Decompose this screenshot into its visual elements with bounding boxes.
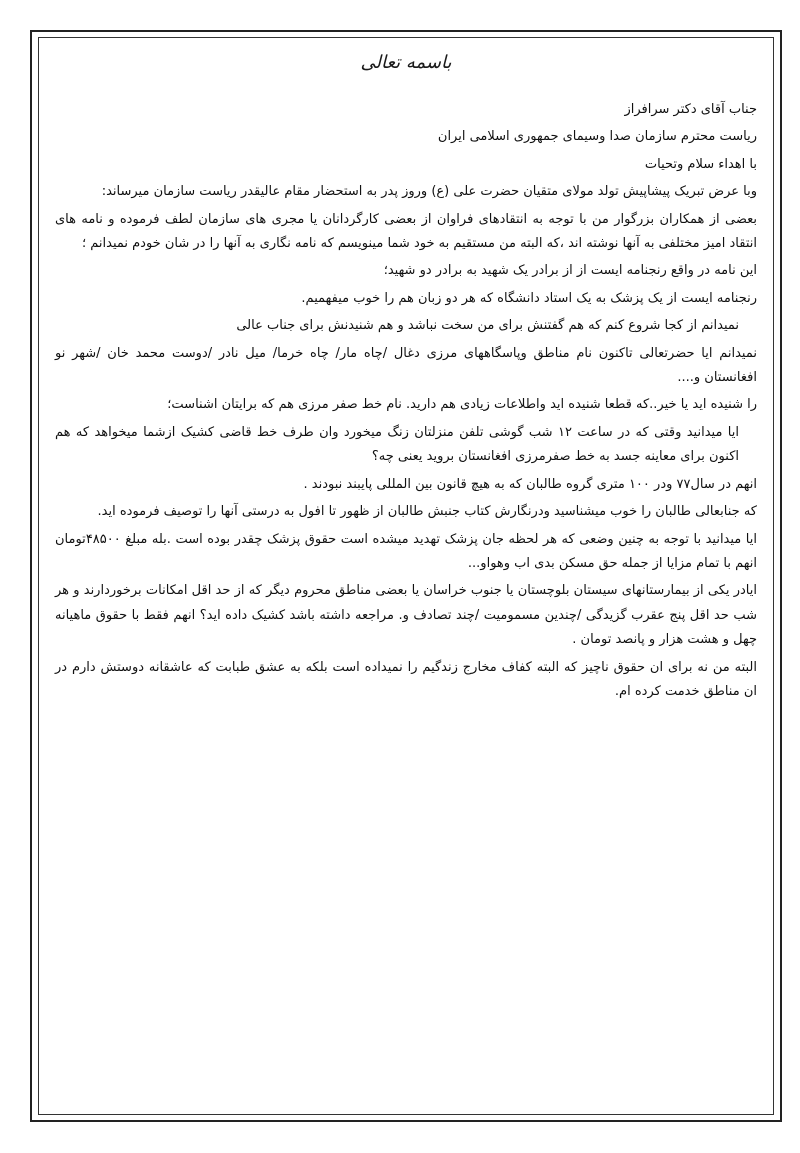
salutation: جناب آقای دکتر سرافراز — [624, 102, 757, 117]
paragraph: نمیدانم ایا حضرتعالی تاکنون نام مناطق وپاسگاههای مرزی دغال /چاه مار/ چاه خرما/ میل نادر /دوست محمد خان /شهر نو افغانستان و.... — [55, 345, 757, 386]
inner-border — [38, 37, 774, 1115]
paragraph: وبا عرض تبریک پیشاپیش تولد مولای متقیان حضرت علی (ع) وروز پدر به استحضار مقام عالیقدر ریاست سازمان میرساند: — [101, 184, 757, 200]
paragraph: ایادر یکی از بیمارستانهای سیستان بلوچستان یا جنوب خراسان یا بعضی مناطق محروم دیگر که از حد اقل امکانات برخوردارند و هر شب حد اقل پنج عقرب گزیدگی /چندین مسمومیت /چند تصادف و. مراجعه داشته باشد کشیک داده اید؟ انهم فقط با حقوق ماهیانه چهل و هشت هزار و پانصد تومان . — [55, 583, 757, 648]
paragraph: البته من نه برای ان حقوق ناچیز که البته کفاف مخارج زندگیم را نمیداده است بلکه به عشق طبابت که عاشقانه دوستش دارم در ان مناطق خدمت کرده ام. — [55, 659, 757, 699]
paragraph: که جنابعالی طالبان را خوب میشناسید ودرنگارش کتاب جنبش طالبان از ظهور تا افول به درستی آنها را توصیف فرموده اید. — [97, 504, 757, 520]
paragraph: نمیدانم از کجا شروع کنم که هم گفتنش برای من سخت نباشد و هم شنیدنش برای جناب عالی — [236, 318, 739, 334]
greeting: با اهداء سلام وتحیات — [644, 156, 757, 172]
letter-heading: باسمه تعالی — [360, 52, 452, 73]
paragraph: را شنیده اید یا خیر..که قطعا شنیده اید واطلاعات زیادی هم دارید. نام خط صفر مرزی هم که برایتان اشناست؛ — [167, 397, 757, 413]
paragraph: این نامه در واقع رنجنامه ایست از از برادر یک شهید به برادر دو شهید؛ — [383, 263, 757, 279]
paragraph: بعضی از همکاران بزرگوار من با توجه به انتقادهای فراوان از بعضی کارگردانان یا مجری های سازمان لطف فرموده و نامه های انتقاد امیز مختلفی به آنها نوشته اند ،که البته من مستقیم به خود شما مینویسم که نامه نگاری به آنها را در شان خودم نمیدانم ؛ — [55, 211, 757, 252]
paragraph: ایا میدانید با توجه به چنین وضعی که هر لحظه جان پزشک تهدید میشده است حقوق پزشک چقدر بوده است .بله مبلغ ۴۸۵۰۰تومان انهم با تمام مزایا از جمله حق مسکن بدی اب وهواو... — [55, 531, 757, 571]
page-border — [30, 30, 782, 1122]
paragraph: رنجنامه ایست از یک پزشک به یک استاد دانشگاه که هر دو زبان هم را خوب میفهمیم. — [301, 290, 757, 306]
paragraph: ایا میدانید وقتی که در ساعت ۱۲ شب گوشی تلفن منزلتان زنگ میخورد وان طرف خط قاضی کشیک ازشما میخواهد که هم اکنون برای معاینه جسد به خط صفرمرزی افغانستان بروید یعنی چه؟ — [55, 424, 739, 465]
letter-body — [55, 98, 757, 704]
recipient-title: ریاست محترم سازمان صدا وسیمای جمهوری اسلامی ایران — [437, 129, 757, 145]
paragraph: انهم در سال۷۷ ودر ۱۰۰ متری گروه طالبان که به هیچ قانون بین المللی پایبند نبودند . — [303, 476, 757, 492]
